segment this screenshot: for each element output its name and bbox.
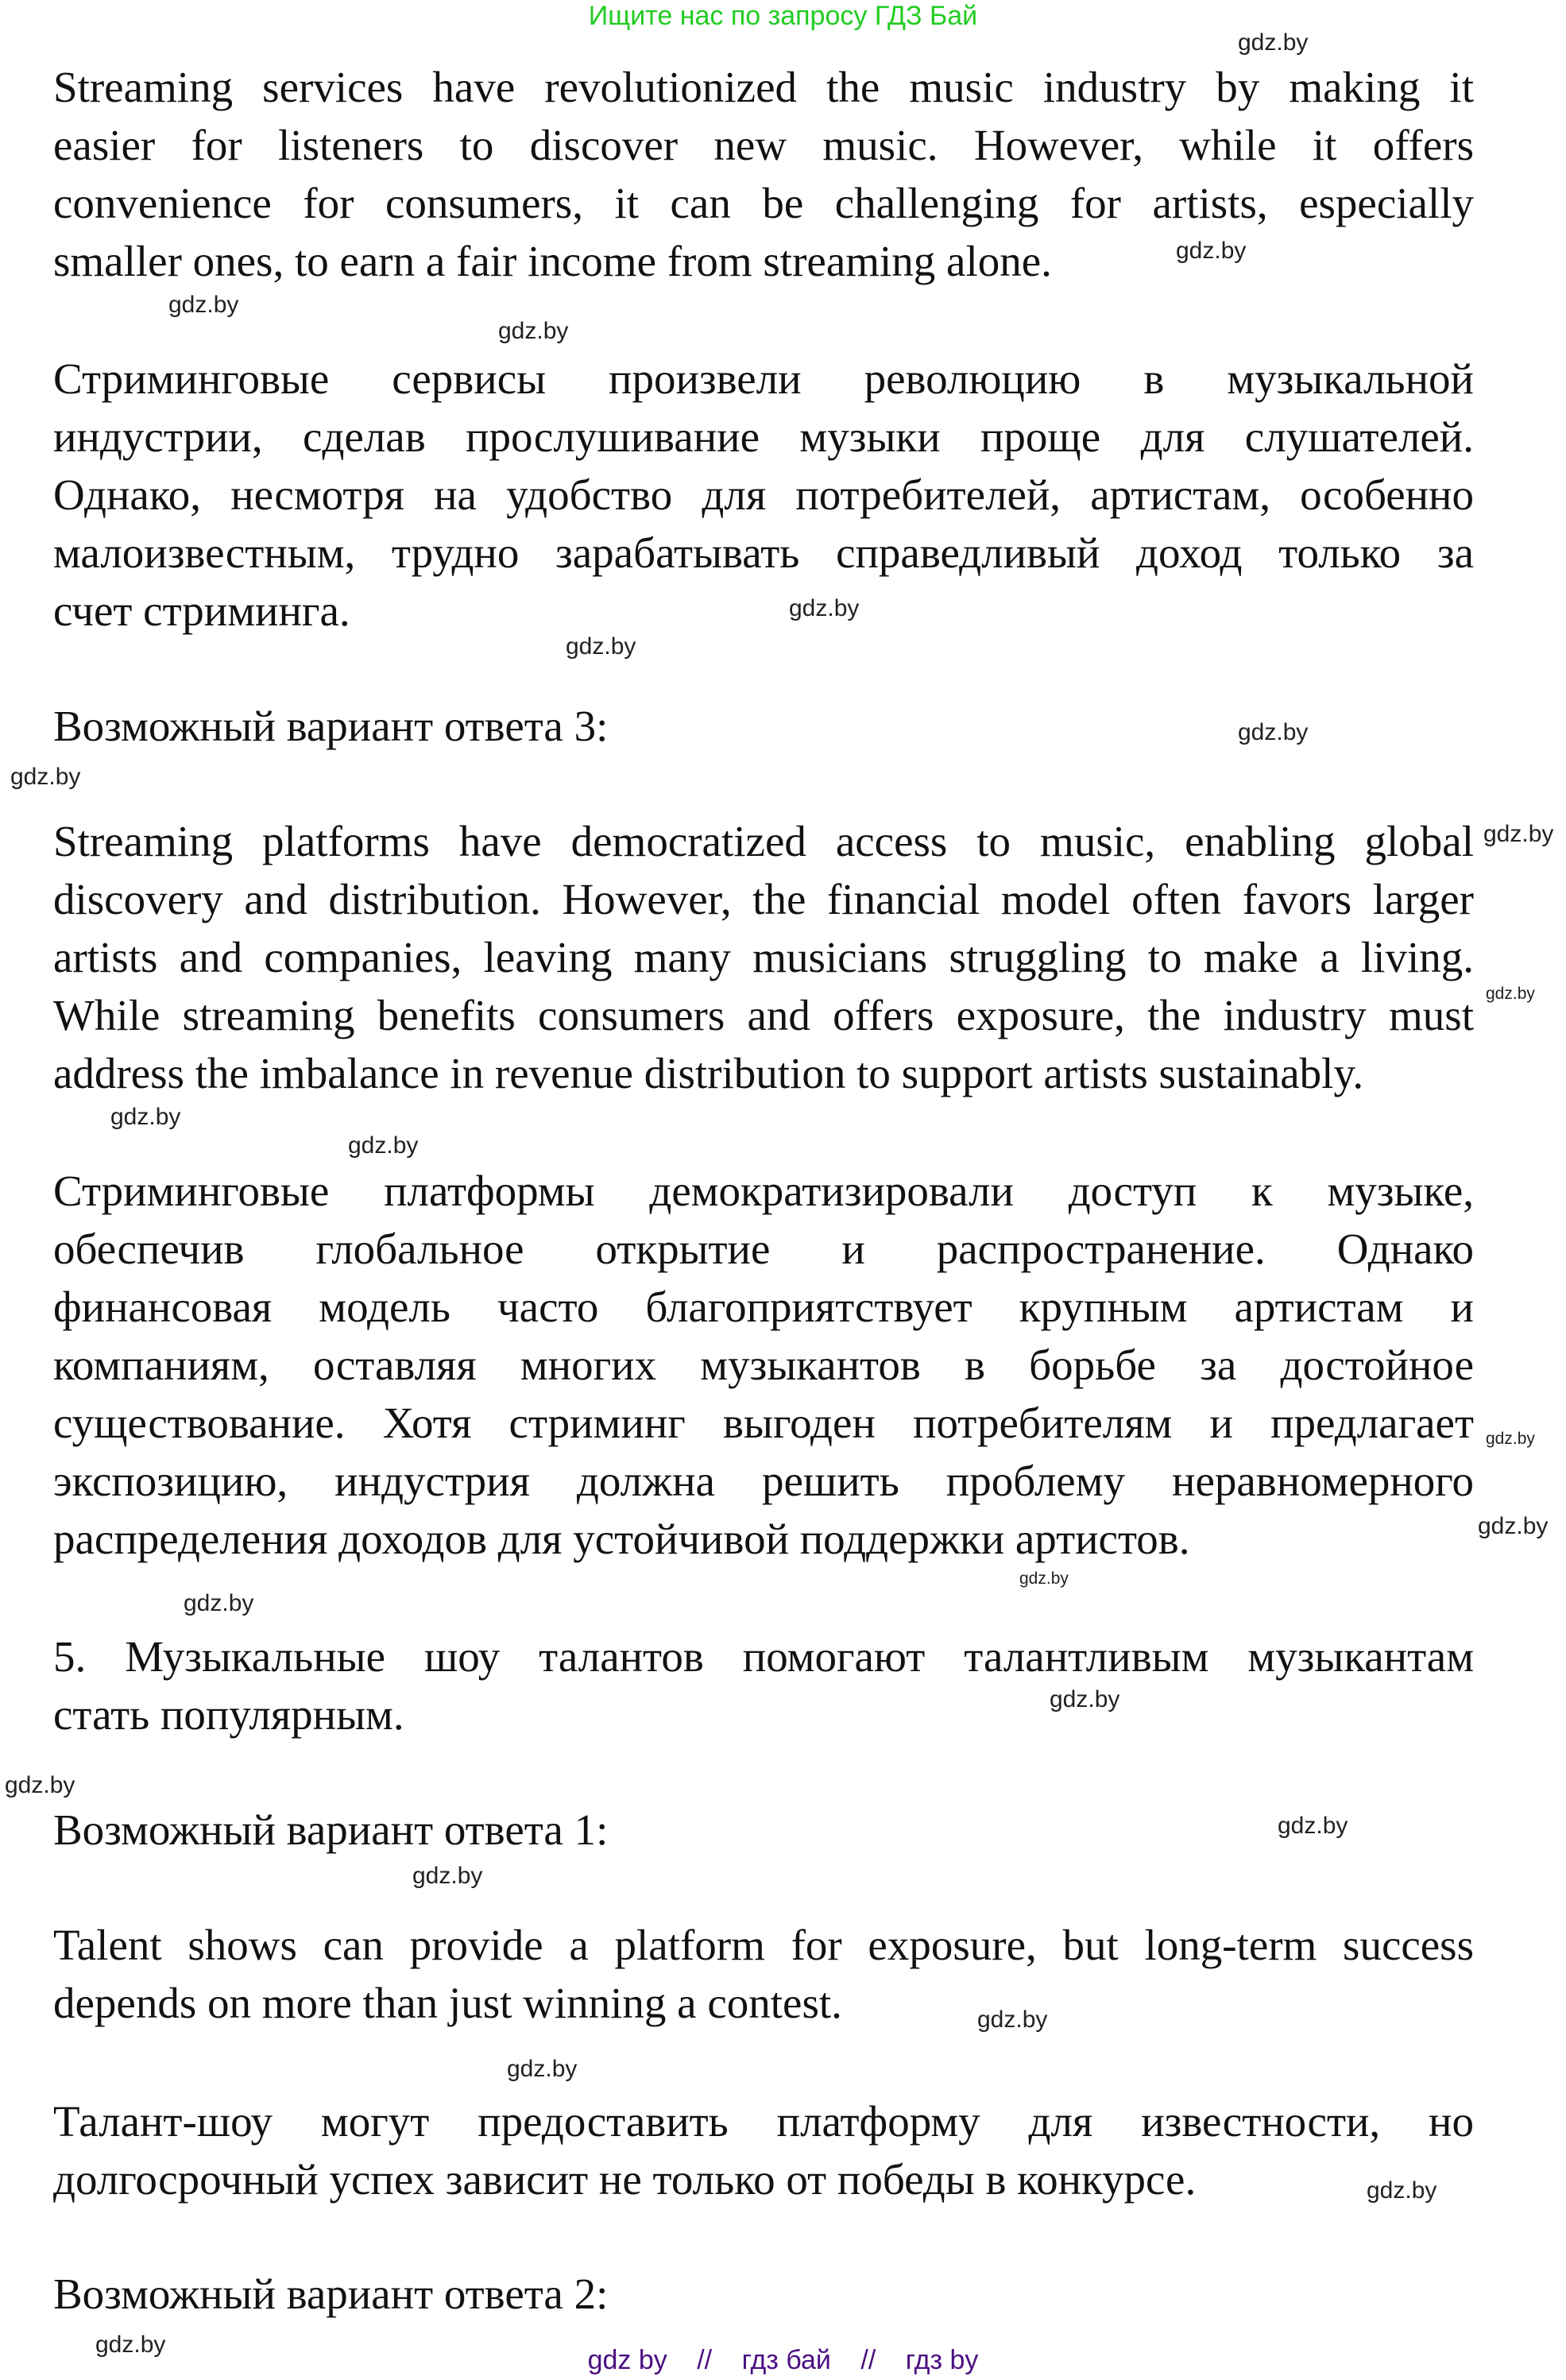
text-line: smaller ones, to earn a fair income from streaming alone. [53,237,1052,285]
watermark: gdz.by [168,292,239,318]
watermark: gdz.by [1278,1813,1348,1839]
watermark: gdz.by [977,2007,1048,2033]
paragraph-russian [53,2092,1474,2208]
answer-variant-heading [53,2265,1474,2323]
watermark: gdz.by [1367,2177,1437,2204]
watermark: gdz.by [1478,1513,1549,1539]
text-line: easier for listeners to discover new music. However, while it offers [53,121,1474,169]
watermark: gdz.by [110,1104,181,1130]
watermark: gdz.by [789,595,860,621]
question-5 [53,1627,1474,1743]
search-hint-banner: Ищите нас по запросу ГДЗ Бай [588,1,978,31]
text-line: финансовая модель часто благоприятствует крупным артистам и [53,1283,1474,1331]
text-line: долгосрочный успех зависит не только от победы в конкурсе. [53,2155,1197,2204]
text-line: Streaming platforms have democratized access to music, enabling global [53,817,1474,865]
footer-link-gdz-by-2[interactable]: гдз by [905,2345,979,2375]
watermark: gdz.by [1486,985,1535,1003]
text-line: существование. Хотя стриминг выгоден потребителям и предлагает [53,1399,1474,1447]
text-line: convenience for consumers, it can be challenging for artists, especially [53,179,1474,227]
text-line: обеспечив глобальное открытие и распространение. Однако [53,1225,1474,1273]
text-line: depends on more than just winning a contest. [53,1979,842,2027]
watermark: gdz.by [348,1132,419,1159]
watermark: gdz.by [1238,719,1309,745]
text-line: Возможный вариант ответа 3: [53,702,609,750]
watermark: gdz.by [507,2056,578,2082]
watermark: gdz.by [1486,1430,1535,1448]
text-line: Возможный вариант ответа 1: [53,1805,609,1854]
footer-link-gdz-bai[interactable]: гдз бай [741,2345,831,2375]
watermark: gdz.by [5,1772,75,1798]
paragraph-english-2 [53,58,1474,290]
text-line: Стриминговые сервисы произвели революцию в музыкальной [53,354,1474,403]
watermark: gdz.by [1238,29,1309,56]
text-line: address the imbalance in revenue distribution to support artists sustainably. [53,1049,1364,1097]
text-line: artists and companies, leaving many musicians struggling to make a living. [53,933,1474,981]
text-line: Возможный вариант ответа 2: [53,2270,609,2318]
footer-separator: // [860,2345,876,2375]
text-line: малоизвестным, трудно зарабатывать справедливый доход только за [53,528,1474,577]
watermark: gdz.by [1019,1569,1069,1588]
watermark: gdz.by [566,633,636,660]
text-line: Streaming services have revolutionized the music industry by making it [53,63,1474,111]
text-line: 5. Музыкальные шоу талантов помогают талантливым музыкантам [53,1632,1474,1681]
text-line: индустрии, сделав прослушивание музыки проще для слушателей. [53,412,1474,461]
text-line: Однако, несмотря на удобство для потребителей, артистам, особенно [53,470,1474,519]
paragraph-english-3 [53,812,1474,1102]
text-line: распределения доходов для устойчивой поддержки артистов. [53,1515,1190,1563]
paragraph-english [53,1916,1474,2032]
text-line: компаниям, оставляя многих музыкантов в борьбе за достойное [53,1341,1474,1389]
watermark: gdz.by [95,2332,166,2358]
watermark: gdz.by [1176,238,1247,264]
watermark: gdz.by [1483,821,1554,847]
footer-links [0,2344,1566,2376]
answer-variant-heading [53,1801,1474,1859]
text-line: счет стриминга. [53,586,350,635]
text-line: While streaming benefits consumers and offers exposure, the industry must [53,991,1474,1039]
paragraph-russian-2 [53,350,1474,640]
footer-link-gdz-by[interactable]: gdz by [587,2345,667,2375]
footer-separator: // [697,2345,713,2375]
text-line: экспозицию, индустрия должна решить проблему неравномерного [53,1457,1474,1505]
watermark: gdz.by [498,318,569,344]
watermark: gdz.by [1050,1686,1120,1712]
text-line: discovery and distribution. However, the financial model often favors larger [53,875,1474,923]
paragraph-russian-3 [53,1162,1474,1568]
watermark: gdz.by [412,1863,483,1889]
text-line: стать популярным. [53,1690,404,1739]
text-line: Стриминговые платформы демократизировали доступ к музыке, [53,1167,1474,1215]
watermark: gdz.by [184,1590,254,1616]
watermark: gdz.by [10,764,81,790]
text-line: Талант-шоу могут предоставить платформу для известности, но [53,2097,1474,2146]
text-line: Talent shows can provide a platform for exposure, but long-term success [53,1921,1474,1969]
